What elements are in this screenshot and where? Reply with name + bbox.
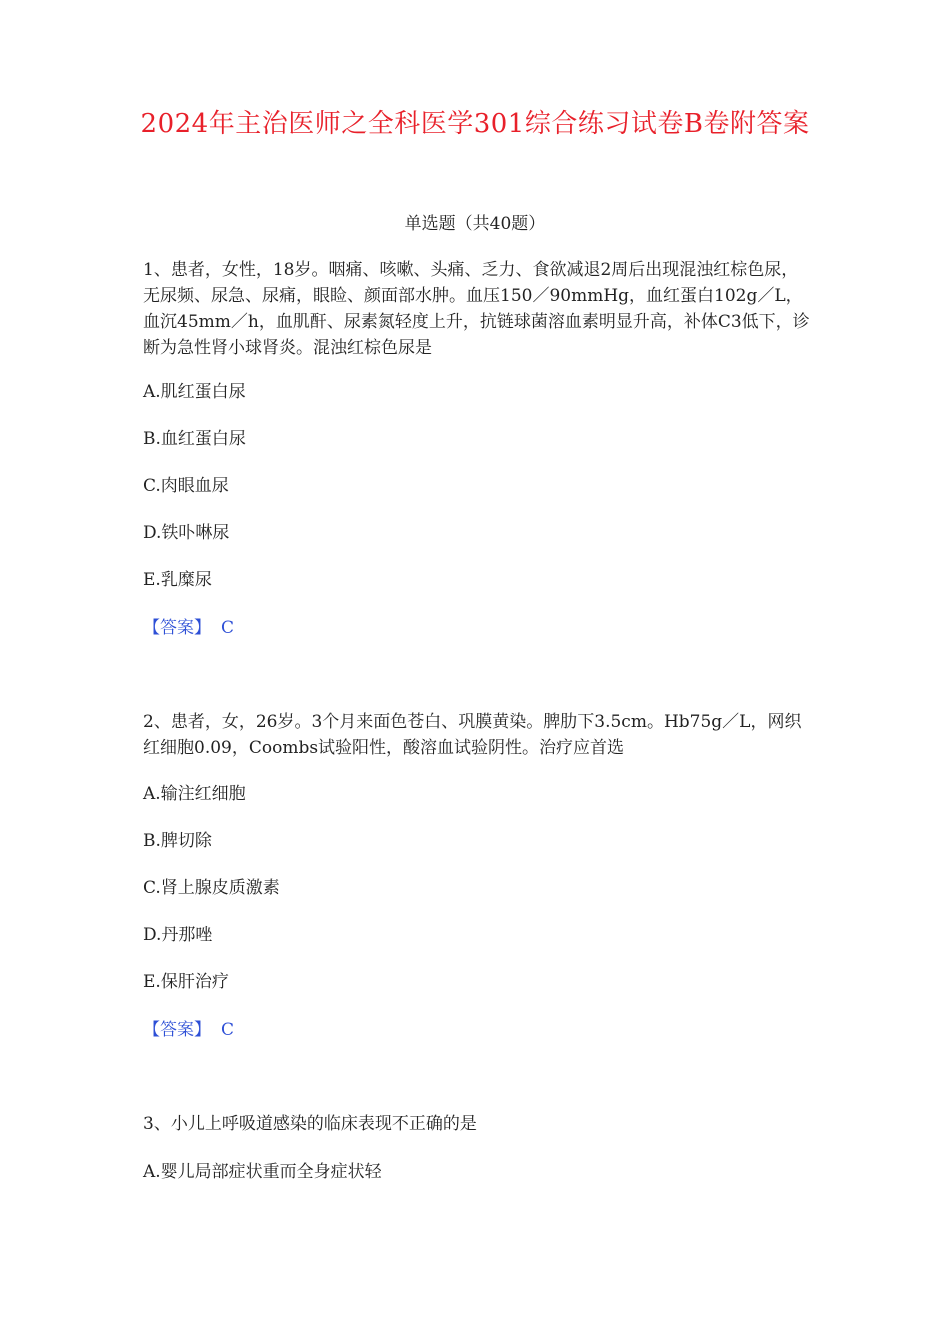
question-1-option-b: B.血红蛋白尿 <box>143 429 246 449</box>
answer-value: C <box>221 618 235 638</box>
section-heading: 单选题（共40题） <box>404 214 546 234</box>
question-1-option-d: D.铁卟啉尿 <box>143 523 230 543</box>
answer-value: C <box>221 1020 235 1040</box>
answer-label: 【答案】 <box>143 618 211 638</box>
question-2-option-c: C.肾上腺皮质激素 <box>143 878 280 898</box>
answer-label: 【答案】 <box>143 1020 211 1040</box>
question-2-option-b: B.脾切除 <box>143 831 212 851</box>
question-1-text: 1、患者，女性，18岁。咽痛、咳嗽、头痛、乏力、食欲减退2周后出现混浊红棕色尿，无尿频、尿急、尿痛，眼睑、颜面部水肿。血压150／90mmHg，血红蛋白102g／L，血沉45mm／h，血肌酐、尿素氮轻度上升，抗链球菌溶血素明显升高，补体C3低下，诊断为急性肾小球肾炎。混浊红棕色尿是 <box>143 260 810 358</box>
question-2-option-e: E.保肝治疗 <box>143 972 229 992</box>
question-3-option-a: A.婴儿局部症状重而全身症状轻 <box>143 1162 382 1182</box>
question-2-option-d: D.丹那唑 <box>143 925 213 945</box>
question-2-text: 2、患者，女，26岁。3个月来面色苍白、巩膜黄染。脾肋下3.5cm。Hb75g／L，网织红细胞0.09，Coombs试验阳性，酸溶血试验阴性。治疗应首选 <box>143 712 802 758</box>
question-1-option-a: A.肌红蛋白尿 <box>143 382 246 402</box>
question-1-answer <box>143 614 234 642</box>
question-3-text: 3、小儿上呼吸道感染的临床表现不正确的是 <box>143 1114 477 1134</box>
document-title: 2024年主治医师之全科医学301综合练习试卷B卷附答案 <box>140 109 810 139</box>
question-2-answer <box>143 1016 234 1044</box>
question-2-option-a: A.输注红细胞 <box>143 784 246 804</box>
question-1-option-e: E.乳糜尿 <box>143 570 212 590</box>
question-1-option-c: C.肉眼血尿 <box>143 476 229 496</box>
